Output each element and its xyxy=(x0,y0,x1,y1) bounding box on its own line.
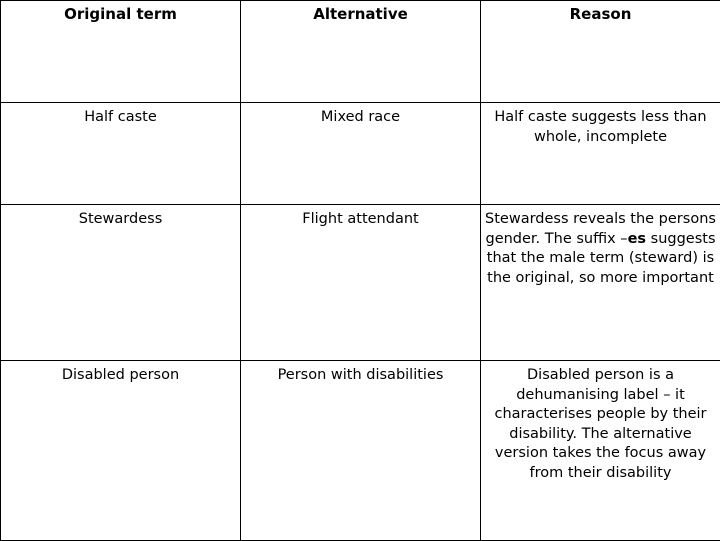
reason-text: Stewardess reveals the persons gender. The suffix – xyxy=(485,211,716,247)
header-alternative: Alternative xyxy=(241,1,481,103)
table-row xyxy=(1,205,720,361)
reason-text: Half caste suggests less than whole, incomplete xyxy=(494,109,706,145)
header-reason: Reason xyxy=(481,1,720,103)
cell-original-term: Disabled person xyxy=(1,361,241,541)
cell-reason xyxy=(481,361,720,541)
header-original-term: Original term xyxy=(1,1,241,103)
table-header-row xyxy=(1,1,720,103)
table-row xyxy=(1,361,720,541)
cell-original-term: Stewardess xyxy=(1,205,241,361)
cell-reason xyxy=(481,103,720,205)
cell-original-term: Half caste xyxy=(1,103,241,205)
reason-emphasis: es xyxy=(628,231,646,247)
reason-text-continued: suggests that the male term (steward) is the original, so more important xyxy=(487,231,716,286)
cell-alternative: Person with disabilities xyxy=(241,361,481,541)
cell-alternative: Mixed race xyxy=(241,103,481,205)
table-row xyxy=(1,103,720,205)
reason-text: Disabled person is a dehumanising label – it characterises people by their disability. The alternative version takes the focus away from their disability xyxy=(494,367,706,481)
cell-alternative: Flight attendant xyxy=(241,205,481,361)
cell-reason xyxy=(481,205,720,361)
